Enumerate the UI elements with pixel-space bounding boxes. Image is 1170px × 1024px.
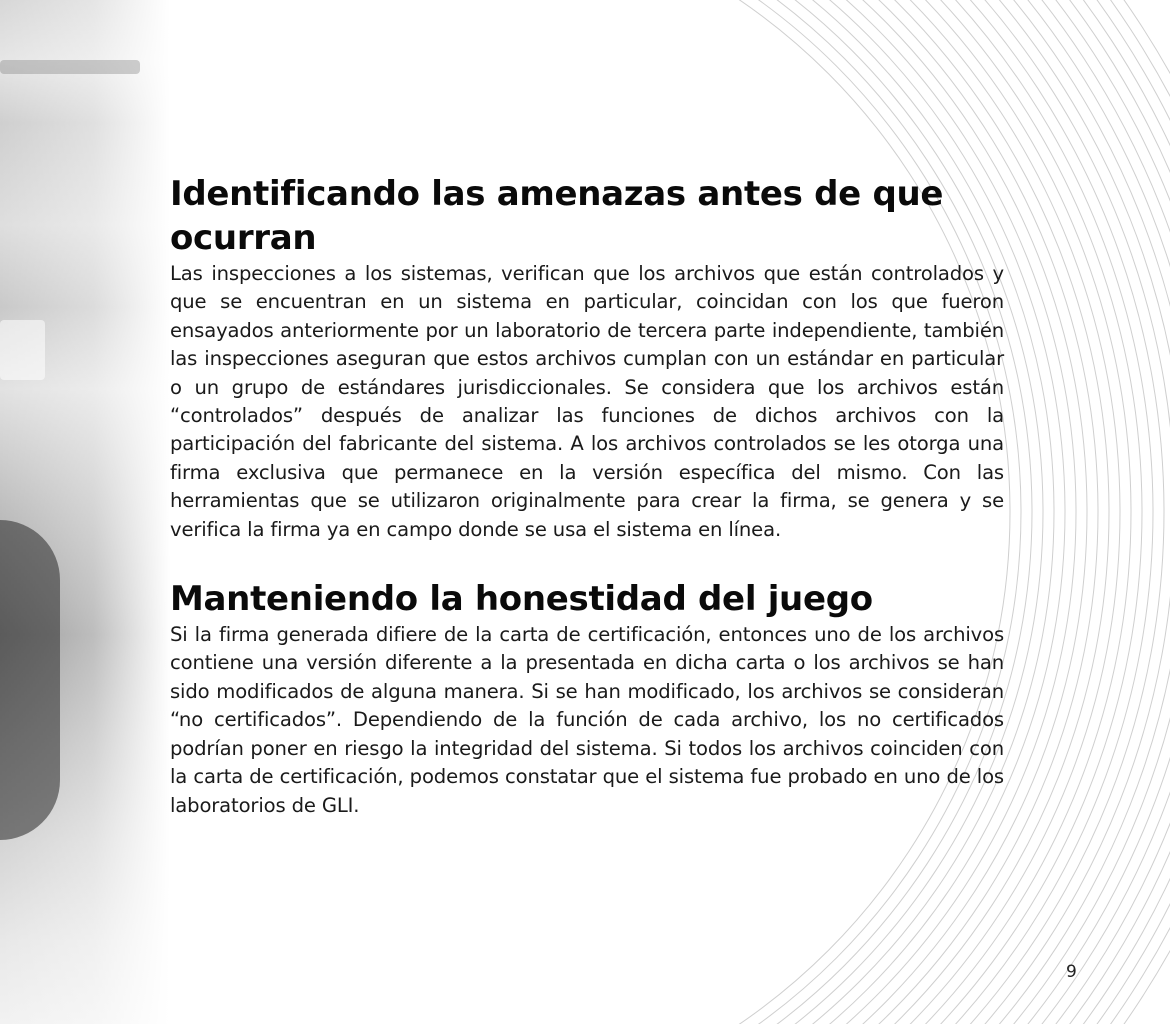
section-threat-identification (170, 172, 1004, 544)
section-paragraph: Las inspecciones a los sistemas, verifican que los archivos que están controlados y que se encuentran en un sistema en particular, coincidan con los que fueron ensayados anteriormente por un laboratorio de tercera parte independiente, también las inspecciones aseguran que estos archivos cumplan con un estándar en particular o un grupo de estándares jurisdiccionales. Se considera que los archivos están “controlados” después de analizar las funciones de dichos archivos con la participación del fabricante del sistema. A los archivos controlados se les otorga una firma exclusiva que permanece en la versión específica del mismo. Con las herramientas que se utilizaron originalmente para crear la firma, se genera y se verifica la firma ya en campo donde se usa el sistema en línea. (170, 262, 1004, 541)
section-heading: Manteniendo la honestidad del juego (170, 579, 873, 620)
photo-dark-object (0, 520, 60, 840)
photo-shelf (0, 60, 140, 74)
photo-box (0, 320, 45, 380)
document-body (170, 172, 1004, 820)
background-photo (0, 0, 170, 1024)
section-game-honesty (170, 577, 1004, 820)
page-number: 9 (1066, 962, 1077, 982)
section-heading: Identificando las amenazas antes de que ocurran (170, 174, 944, 258)
section-paragraph: Si la firma generada difiere de la carta de certificación, entonces uno de los archivos contiene una versión diferente a la presentada en dicha carta o los archivos se han sido modificados de alguna manera. Si se han modificado, los archivos se consideran “no certificados”. Dependiendo de la función de cada archivo, los no certificados podrían poner en riesgo la integridad del sistema. Si todos los archivos coinciden con la carta de certificación, podemos constatar que el sistema fue probado en uno de los laboratorios de GLI. (170, 623, 1004, 817)
